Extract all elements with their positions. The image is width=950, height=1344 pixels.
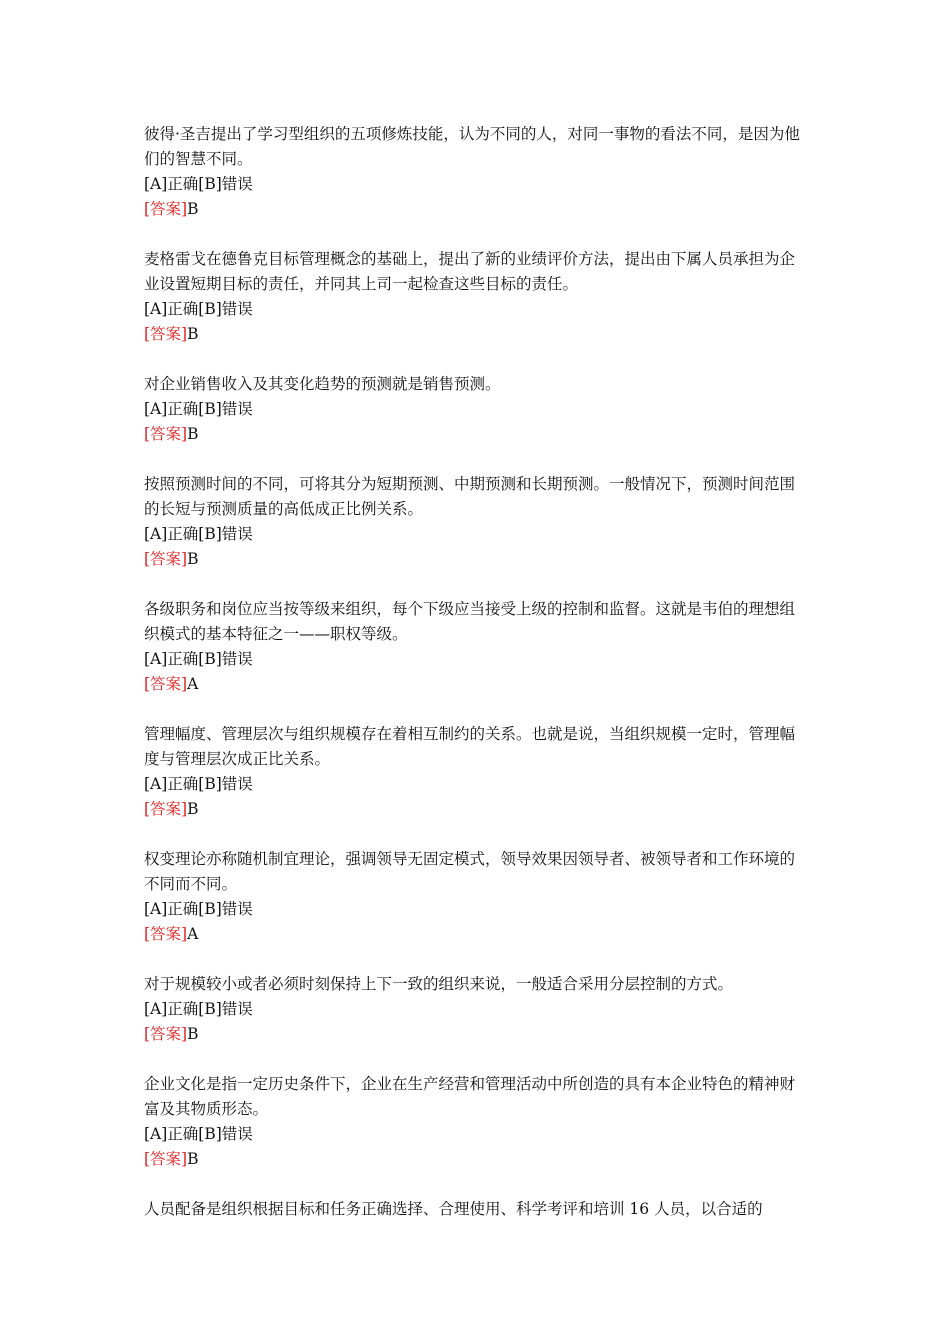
question-text: 各级职务和岗位应当按等级来组织，每个下级应当接受上级的控制和监督。这就是韦伯的理想组织模式的基本特征之一——职权等级。 <box>144 600 796 643</box>
question-answer <box>144 547 810 572</box>
question-answer <box>144 322 810 347</box>
answer-value: B <box>187 325 199 343</box>
answer-label: [答案] <box>144 325 188 343</box>
question-answer <box>144 922 810 947</box>
question-10-partial <box>144 1197 810 1222</box>
question-text: 按照预测时间的不同，可将其分为短期预测、中期预测和长期预测。一般情况下，预测时间范围的长短与预测质量的高低成正比例关系。 <box>144 475 796 518</box>
question-3 <box>144 372 810 447</box>
question-text: 企业文化是指一定历史条件下，企业在生产经营和管理活动中所创造的具有本企业特色的精神财富及其物质形态。 <box>144 1075 796 1118</box>
answer-value: B <box>187 425 199 443</box>
question-options: [A]正确[B]错误 <box>144 300 253 318</box>
answer-label: [答案] <box>144 675 188 693</box>
question-text: 对于规模较小或者必须时刻保持上下一致的组织来说，一般适合采用分层控制的方式。 <box>144 975 734 993</box>
answer-value: B <box>187 200 199 218</box>
question-text: 管理幅度、管理层次与组织规模存在着相互制约的关系。也就是说，当组织规模一定时，管理幅度与管理层次成正比关系。 <box>144 725 796 768</box>
answer-value: A <box>187 675 199 693</box>
question-7 <box>144 847 810 947</box>
answer-label: [答案] <box>144 200 188 218</box>
answer-value: B <box>187 1025 199 1043</box>
question-9 <box>144 1072 810 1172</box>
answer-value: B <box>187 800 199 818</box>
question-options: [A]正确[B]错误 <box>144 900 253 918</box>
question-4 <box>144 472 810 572</box>
answer-label: [答案] <box>144 925 188 943</box>
question-options: [A]正确[B]错误 <box>144 175 253 193</box>
question-options: [A]正确[B]错误 <box>144 650 253 668</box>
question-answer <box>144 797 810 822</box>
question-text: 人员配备是组织根据目标和任务正确选择、合理使用、科学考评和培训 16 人员，以合适的 <box>144 1200 763 1218</box>
question-5 <box>144 597 810 697</box>
question-text: 麦格雷戈在德鲁克目标管理概念的基础上，提出了新的业绩评价方法，提出由下属人员承担为企业设置短期目标的责任，并同其上司一起检查这些目标的责任。 <box>144 250 796 293</box>
question-options: [A]正确[B]错误 <box>144 400 253 418</box>
document-page <box>144 122 810 1247</box>
answer-label: [答案] <box>144 425 188 443</box>
question-answer <box>144 422 810 447</box>
question-options: [A]正确[B]错误 <box>144 1000 253 1018</box>
question-1 <box>144 122 810 222</box>
answer-value: B <box>187 550 199 568</box>
question-options: [A]正确[B]错误 <box>144 775 253 793</box>
question-answer <box>144 1022 810 1047</box>
answer-label: [答案] <box>144 1150 188 1168</box>
question-text: 对企业销售收入及其变化趋势的预测就是销售预测。 <box>144 375 501 393</box>
answer-label: [答案] <box>144 550 188 568</box>
question-text: 权变理论亦称随机制宜理论，强调领导无固定模式，领导效果因领导者、被领导者和工作环境的不同而不同。 <box>144 850 796 893</box>
question-options: [A]正确[B]错误 <box>144 525 253 543</box>
question-answer <box>144 197 810 222</box>
answer-label: [答案] <box>144 1025 188 1043</box>
question-text: 彼得·圣吉提出了学习型组织的五项修炼技能，认为不同的人，对同一事物的看法不同，是因为他们的智慧不同。 <box>144 125 800 168</box>
question-8 <box>144 972 810 1047</box>
question-options: [A]正确[B]错误 <box>144 1125 253 1143</box>
answer-value: A <box>187 925 199 943</box>
question-answer <box>144 1147 810 1172</box>
question-answer <box>144 672 810 697</box>
answer-label: [答案] <box>144 800 188 818</box>
question-6 <box>144 722 810 822</box>
question-2 <box>144 247 810 347</box>
answer-value: B <box>187 1150 199 1168</box>
